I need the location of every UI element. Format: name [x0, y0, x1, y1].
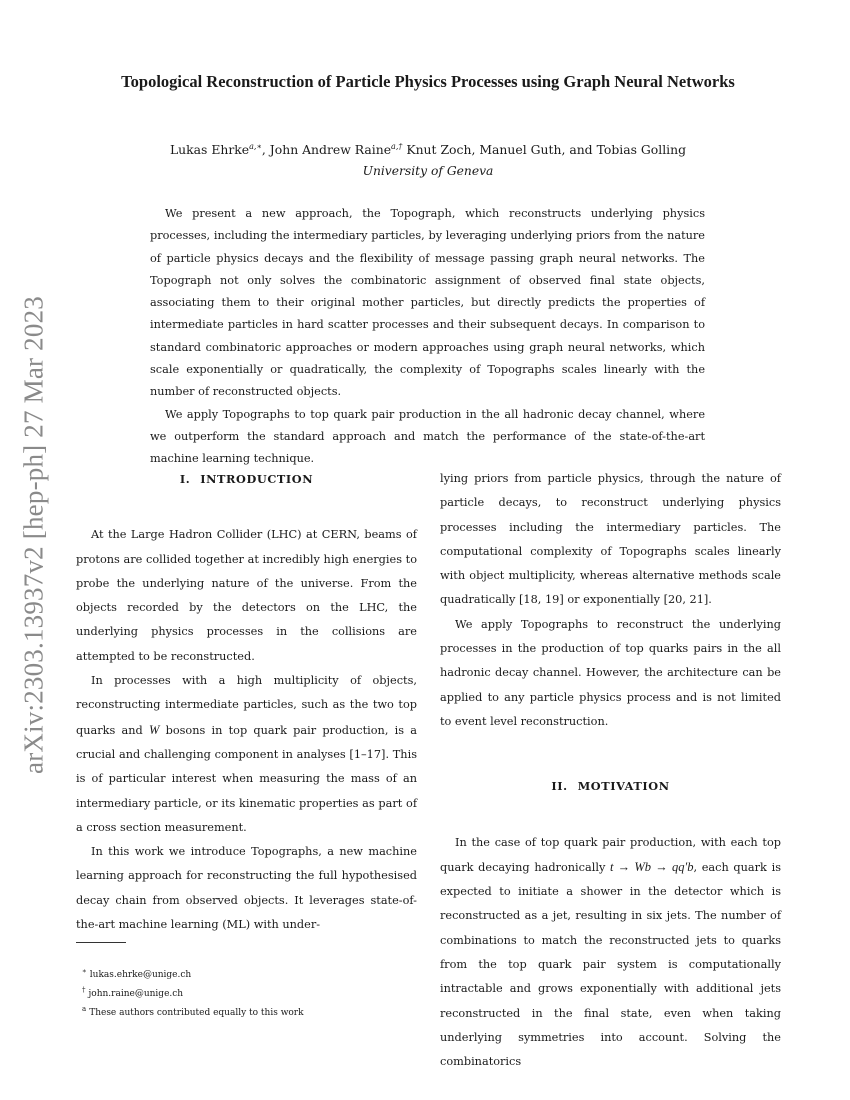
footnote: ∗ lukas.ehrke@unige.ch: [82, 967, 192, 980]
left-column: [76, 467, 417, 937]
abstract-paragraph: We present a new approach, the Topograph, which reconstructs underlying physics processes, including the intermediary particles, by leveraging underlying priors from the nature of particle physics decays and the flexibility of message passing graph neural networks. The Topograph not only solves the combinatoric assignment of observed final state objects, associating them to their original mother particles, but directly predicts the properties of intermediate particles in hard scatter processes and their subsequent decays. In comparison to standard combinatoric approaches or modern approaches using graph neural networks, which scale exponentially or quadratically, the complexity of Topographs scales linearly with the number of reconstructed objects.: [150, 207, 705, 399]
author-list: Lukas Ehrke$^{a,∗}$, John Andrew Raine$^{a,\dagger}$ Knut Zoch, Manuel Guth, and Tobias Golling: [169, 142, 687, 158]
math-variable: W: [148, 722, 160, 737]
arxiv-identifier: arXiv:2303.13937v2 [hep-ph] 27 Mar 2023: [18, 296, 49, 774]
section-number: I.: [179, 472, 191, 486]
body-paragraph: At the Large Hadron Collider (LHC) at CERN, beams of protons are collided together at incredibly high energies to probe the underlying nature of the universe. From the objects recorded by the detectors on the LHC, the underlying physics processes in the collisions are attempted to be reconstructed.: [76, 528, 417, 663]
author-marks: a,†: [391, 142, 403, 151]
body-paragraph: In the case of top quark pair production, with each top quark decaying hadronically t → Wb → qq′b, each quark is expected to initiate a shower in the detector which is reconstructed as a jet, resulting in six jets. The number of combinations to match the reconstructed jets to quarks from the top quark pair system is computationally intractable and grows exponentially with additional jets reconstructed in the final state, even when taking underlying symmetries into account. Solving the combinatorics: [440, 835, 781, 1069]
author-marks: a,∗: [249, 142, 262, 151]
abstract-paragraph: We apply Topographs to top quark pair production in the all hadronic decay channel, where we outperform the standard approach and match the performance of the state-of-the-art machine learning technique.: [150, 407, 705, 466]
author-name: Knut Zoch: [406, 142, 472, 158]
footnote: † john.raine@unige.ch: [82, 986, 184, 999]
author-name: John Andrew Raine: [269, 142, 392, 158]
section-heading-introduction: [76, 467, 417, 491]
affiliation: University of Geneva: [362, 164, 494, 178]
footnote: $^a$ These authors contributed equally to this work: [82, 1005, 304, 1018]
footnote-rule: [76, 942, 126, 943]
footnotes: [76, 964, 417, 1021]
section-title: INTRODUCTION: [200, 472, 314, 486]
author-name: Lukas Ehrke: [169, 142, 250, 158]
body-paragraph: In processes with a high multiplicity of objects, reconstructing intermediate particles, such as the two top quarks and W bosons in top quark pair production, is a crucial and challenging component in analyses [1–17]. This is of particular interest when measuring the mass of an intermediary particle, or its kinematic properties as part of a cross section measurement.: [76, 674, 417, 834]
author-name: Manuel Guth: [479, 142, 562, 158]
body-paragraph: We apply Topographs to reconstruct the underlying processes in the production of top quarks pairs in the all hadronic decay channel. However, the architecture can be applied to any particle physics process and is not limited to event level reconstruction.: [440, 617, 781, 728]
body-paragraph: In this work we introduce Topographs, a new machine learning approach for reconstructing the full hypothesised decay chain from observed objects. It leverages state-of-the-art machine learning (ML) with under-: [76, 845, 417, 932]
abstract: [150, 203, 705, 471]
section-heading-motivation: [440, 774, 781, 798]
body-paragraph: lying priors from particle physics, through the nature of particle decays, to reconstruct underlying physics processes including the intermediary particles. The computational complexity of Topographs scales linearly with object multiplicity, whereas alternative methods scale quadratically [18, 19] or exponentially [20, 21].: [440, 472, 781, 607]
paper-title: Topological Reconstruction of Particle Physics Processes using Graph Neural Networks: [121, 72, 735, 91]
section-title: MOTIVATION: [577, 779, 670, 794]
arxiv-sidebar: [14, 290, 54, 780]
author-name: Tobias Golling: [596, 142, 687, 158]
math-expression: t → Wb → qq′b: [610, 859, 694, 874]
right-column: [440, 467, 781, 1075]
section-number: II.: [551, 779, 568, 794]
